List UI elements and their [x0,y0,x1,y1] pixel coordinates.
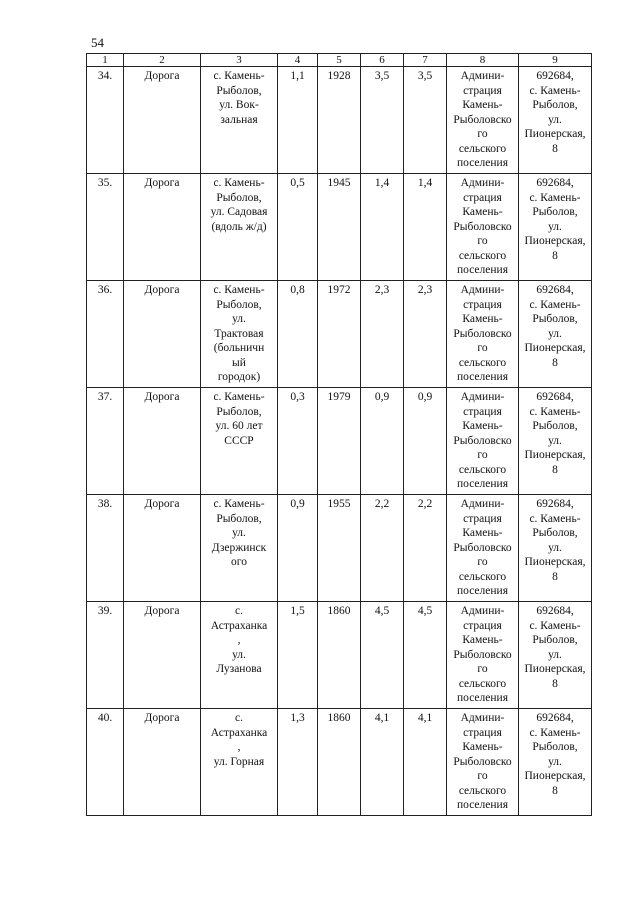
construction-year: 1955 [318,495,361,602]
column-6-value: 1,4 [361,174,404,281]
column-7-value: 4,5 [404,602,447,709]
table-row [87,281,592,388]
column-6-value: 4,5 [361,602,404,709]
owner-organization: Админи- страция Камень- Рыболовско го сельского поселения [447,709,519,816]
table-row [87,67,592,174]
owner-organization: Админи- страция Камень- Рыболовско го сельского поселения [447,174,519,281]
column-header: 8 [447,54,519,67]
column-7-value: 3,5 [404,67,447,174]
object-type: Дорога [124,174,201,281]
object-type: Дорога [124,709,201,816]
column-7-value: 2,3 [404,281,447,388]
owner-address: 692684, с. Камень- Рыболов, ул. Пионерская, 8 [519,602,592,709]
table-row [87,495,592,602]
construction-year: 1860 [318,602,361,709]
column-header: 4 [278,54,318,67]
road-length: 0,8 [278,281,318,388]
owner-address: 692684, с. Камень- Рыболов, ул. Пионерская, 8 [519,174,592,281]
object-location: с. Камень- Рыболов, ул. Садовая (вдоль ж/д) [201,174,278,281]
object-type: Дорога [124,67,201,174]
page-number: 54 [91,35,104,50]
column-header: 7 [404,54,447,67]
row-number: 40. [87,709,124,816]
object-location: с. Камень- Рыболов, ул. Вок- зальная [201,67,278,174]
owner-organization: Админи- страция Камень- Рыболовско го сельского поселения [447,281,519,388]
column-6-value: 2,2 [361,495,404,602]
owner-organization: Админи- страция Камень- Рыболовско го сельского поселения [447,388,519,495]
column-header: 1 [87,54,124,67]
column-6-value: 3,5 [361,67,404,174]
owner-address: 692684, с. Камень- Рыболов, ул. Пионерская, 8 [519,709,592,816]
column-6-value: 0,9 [361,388,404,495]
row-number: 36. [87,281,124,388]
row-number: 38. [87,495,124,602]
object-location: с. Астраханка , ул. Горная [201,709,278,816]
road-length: 1,5 [278,602,318,709]
table-row [87,388,592,495]
column-7-value: 1,4 [404,174,447,281]
row-number: 35. [87,174,124,281]
owner-organization: Админи- страция Камень- Рыболовско го сельского поселения [447,495,519,602]
object-type: Дорога [124,281,201,388]
row-number: 37. [87,388,124,495]
owner-organization: Админи- страция Камень- Рыболовско го сельского поселения [447,602,519,709]
object-type: Дорога [124,388,201,495]
road-length: 1,1 [278,67,318,174]
road-length: 0,9 [278,495,318,602]
table-row [87,602,592,709]
row-number: 34. [87,67,124,174]
column-header: 3 [201,54,278,67]
owner-organization: Админи- страция Камень- Рыболовско го сельского поселения [447,67,519,174]
object-type: Дорога [124,495,201,602]
row-number: 39. [87,602,124,709]
owner-address: 692684, с. Камень- Рыболов, ул. Пионерская, 8 [519,281,592,388]
owner-address: 692684, с. Камень- Рыболов, ул. Пионерская, 8 [519,495,592,602]
table-row [87,709,592,816]
construction-year: 1972 [318,281,361,388]
owner-address: 692684, с. Камень- Рыболов, ул. Пионерская, 8 [519,67,592,174]
construction-year: 1860 [318,709,361,816]
object-location: с. Астраханка , ул. Лузанова [201,602,278,709]
owner-address: 692684, с. Камень- Рыболов, ул. Пионерская, 8 [519,388,592,495]
construction-year: 1945 [318,174,361,281]
column-number-row [87,54,592,67]
road-register-table [86,53,592,816]
object-location: с. Камень- Рыболов, ул. Трактовая (больничн ый городок) [201,281,278,388]
column-6-value: 2,3 [361,281,404,388]
road-length: 0,5 [278,174,318,281]
column-6-value: 4,1 [361,709,404,816]
road-length: 1,3 [278,709,318,816]
road-length: 0,3 [278,388,318,495]
column-7-value: 4,1 [404,709,447,816]
column-header: 6 [361,54,404,67]
construction-year: 1928 [318,67,361,174]
column-7-value: 0,9 [404,388,447,495]
column-header: 9 [519,54,592,67]
column-7-value: 2,2 [404,495,447,602]
object-type: Дорога [124,602,201,709]
column-header: 2 [124,54,201,67]
construction-year: 1979 [318,388,361,495]
column-header: 5 [318,54,361,67]
table-row [87,174,592,281]
object-location: с. Камень- Рыболов, ул. Дзержинск ого [201,495,278,602]
object-location: с. Камень- Рыболов, ул. 60 лет СССР [201,388,278,495]
